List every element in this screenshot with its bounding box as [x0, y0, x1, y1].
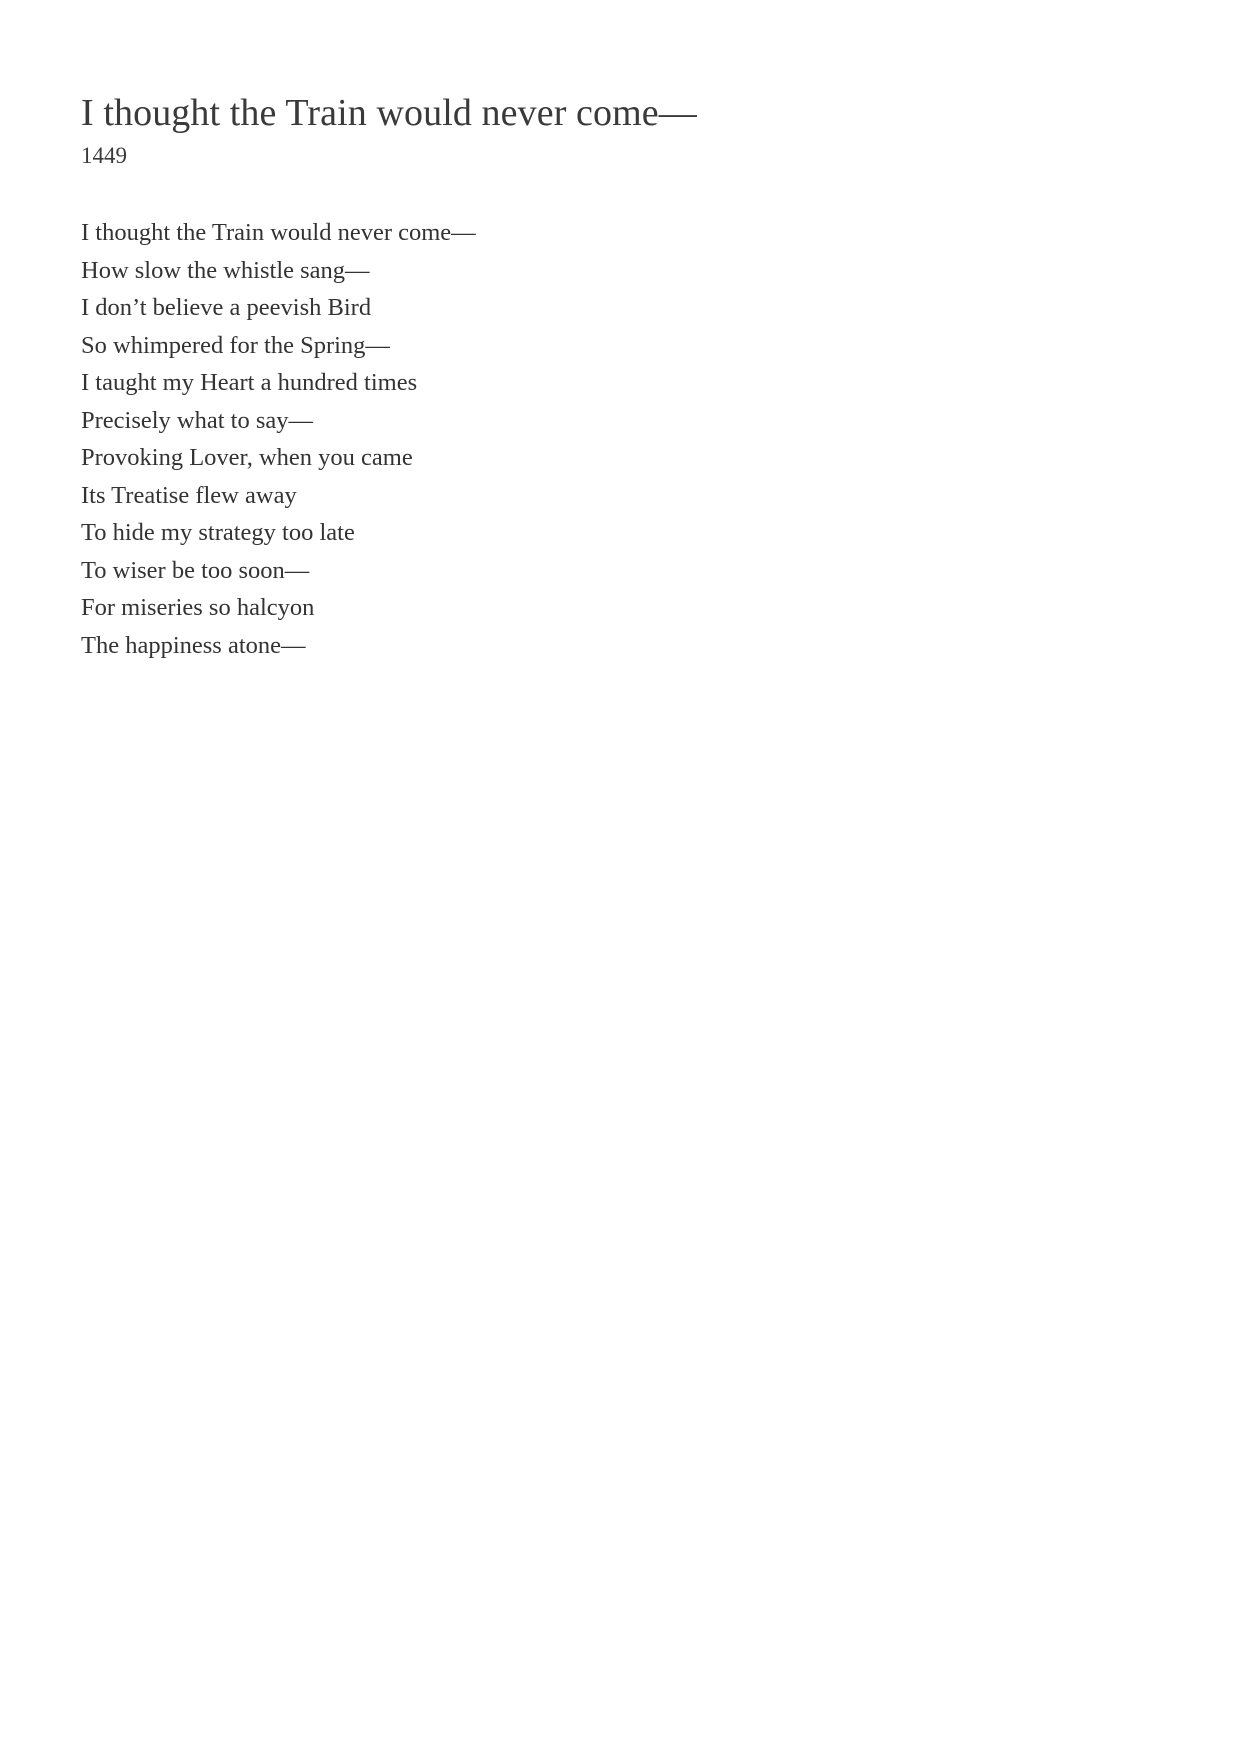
poem-line: To hide my strategy too late: [81, 519, 355, 546]
poem-line: Precisely what to say—: [81, 406, 314, 434]
poem-line: I taught my Heart a hundred times: [81, 369, 418, 396]
document-page: [81, 86, 1161, 664]
poem-title: I thought the Train would never come—: [81, 92, 697, 134]
poem-line: For miseries so halcyon: [81, 594, 315, 621]
poem-line: Provoking Lover, when you came: [81, 444, 413, 471]
poem-line: So whimpered for the Spring—: [81, 331, 390, 359]
poem-line: The happiness atone—: [81, 631, 306, 659]
poem-line: To wiser be too soon—: [81, 556, 310, 584]
poem-number: 1449: [81, 143, 127, 168]
poem-line: How slow the whistle sang—: [81, 256, 370, 284]
poem-line: I thought the Train would never come—: [81, 219, 476, 246]
poem-line: I don’t believe a peevish Bird: [81, 294, 372, 321]
poem-body: [81, 214, 1161, 664]
poem-line: Its Treatise flew away: [81, 481, 297, 509]
